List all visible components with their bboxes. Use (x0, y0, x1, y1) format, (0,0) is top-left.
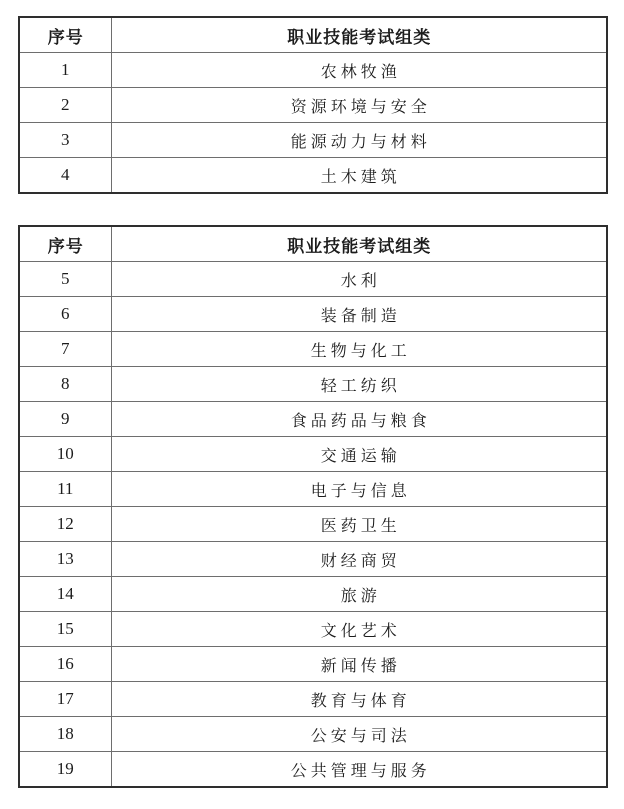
row-category-cell: 农林牧渔 (111, 53, 607, 88)
row-index-cell: 11 (19, 472, 111, 507)
row-category-cell: 财经商贸 (111, 542, 607, 577)
table-row (19, 402, 607, 437)
table-row (19, 752, 607, 788)
header-index-cell: 序号 (19, 226, 111, 262)
row-index-cell: 16 (19, 647, 111, 682)
header-index-cell: 序号 (19, 17, 111, 53)
row-category-cell: 公安与司法 (111, 717, 607, 752)
row-index-cell: 8 (19, 367, 111, 402)
row-index-cell: 9 (19, 402, 111, 437)
table-body (19, 53, 607, 194)
row-category-cell: 教育与体育 (111, 682, 607, 717)
row-category-cell: 装备制造 (111, 297, 607, 332)
header-category-cell: 职业技能考试组类 (111, 226, 607, 262)
row-category-cell: 生物与化工 (111, 332, 607, 367)
table-row (19, 158, 607, 194)
table-row (19, 682, 607, 717)
row-category-cell: 土木建筑 (111, 158, 607, 194)
table-row (19, 542, 607, 577)
table-row (19, 472, 607, 507)
row-category-cell: 食品药品与粮食 (111, 402, 607, 437)
table-body (19, 262, 607, 788)
table-header-row (19, 226, 607, 262)
row-category-cell: 公共管理与服务 (111, 752, 607, 788)
table-row (19, 88, 607, 123)
table-row (19, 123, 607, 158)
row-category-cell: 新闻传播 (111, 647, 607, 682)
row-category-cell: 旅游 (111, 577, 607, 612)
table-row (19, 332, 607, 367)
table-header-row (19, 17, 607, 53)
row-index-cell: 19 (19, 752, 111, 788)
row-category-cell: 交通运输 (111, 437, 607, 472)
row-index-cell: 13 (19, 542, 111, 577)
row-index-cell: 1 (19, 53, 111, 88)
row-index-cell: 2 (19, 88, 111, 123)
table-row (19, 297, 607, 332)
row-index-cell: 14 (19, 577, 111, 612)
header-category-cell: 职业技能考试组类 (111, 17, 607, 53)
row-index-cell: 5 (19, 262, 111, 297)
row-category-cell: 电子与信息 (111, 472, 607, 507)
row-category-cell: 文化艺术 (111, 612, 607, 647)
table-row (19, 262, 607, 297)
row-category-cell: 水利 (111, 262, 607, 297)
exam-categories-table-1 (18, 16, 608, 194)
table-row (19, 647, 607, 682)
row-index-cell: 6 (19, 297, 111, 332)
row-index-cell: 3 (19, 123, 111, 158)
row-index-cell: 17 (19, 682, 111, 717)
row-index-cell: 4 (19, 158, 111, 194)
table-row (19, 577, 607, 612)
row-category-cell: 能源动力与材料 (111, 123, 607, 158)
table-row (19, 367, 607, 402)
row-index-cell: 7 (19, 332, 111, 367)
row-category-cell: 资源环境与安全 (111, 88, 607, 123)
table-row (19, 437, 607, 472)
exam-categories-table-2 (18, 225, 608, 788)
row-category-cell: 轻工纺织 (111, 367, 607, 402)
table-row (19, 717, 607, 752)
row-index-cell: 15 (19, 612, 111, 647)
table-row (19, 53, 607, 88)
table-row (19, 507, 607, 542)
row-category-cell: 医药卫生 (111, 507, 607, 542)
row-index-cell: 18 (19, 717, 111, 752)
row-index-cell: 10 (19, 437, 111, 472)
row-index-cell: 12 (19, 507, 111, 542)
table-row (19, 612, 607, 647)
